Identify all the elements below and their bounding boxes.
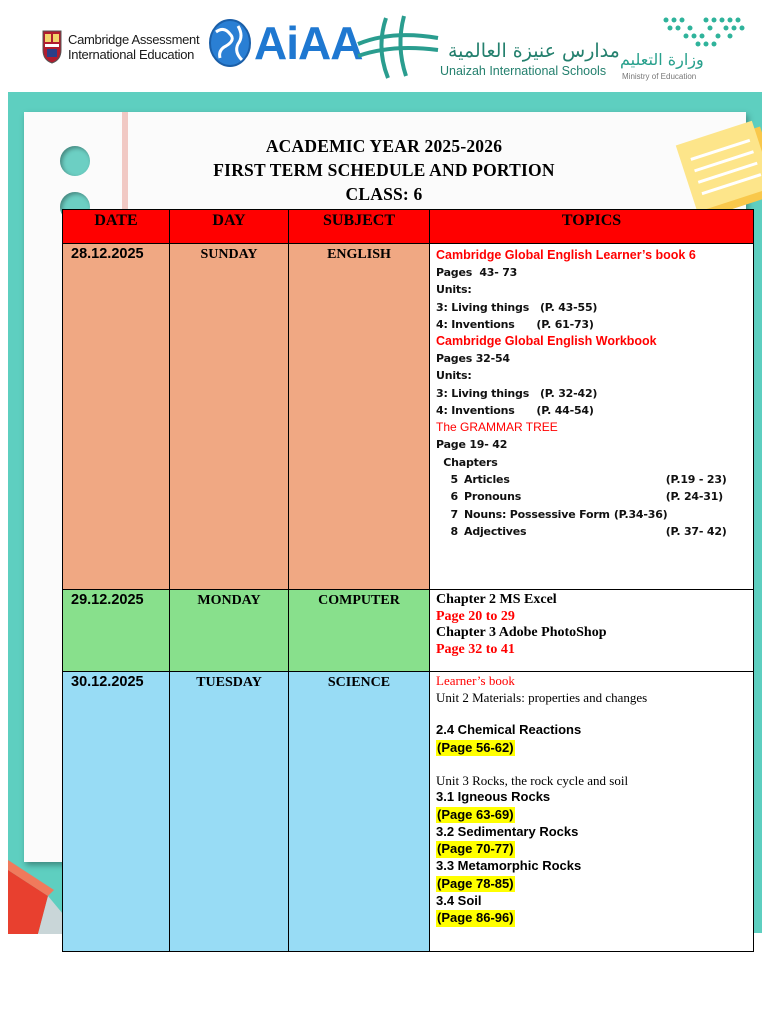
english-book2-unit3: 3: Living things (P. 32-42) <box>436 386 598 400</box>
science-date: 30.12.2025 <box>63 672 170 952</box>
science-topic-3-3-pages: (Page 78-85) <box>437 875 514 891</box>
header-date: DATE <box>63 210 170 244</box>
list-item <box>436 523 753 540</box>
title-class: CLASS: 6 <box>345 184 423 204</box>
aiaa-text: AiAA <box>254 17 363 69</box>
computer-subject: COMPUTER <box>289 590 430 672</box>
list-item <box>436 506 753 523</box>
chapter-pages: (P.34-36) <box>613 507 668 521</box>
science-topic-3-2-pages: (Page 70-77) <box>437 841 514 856</box>
science-book: Learner’s book <box>436 673 515 688</box>
chapter-pages: (P. 24-31) <box>604 490 723 504</box>
computer-chapter3: Chapter 3 Adobe PhotoShop <box>436 625 607 640</box>
chapter-pages: (P.19 - 23) <box>604 472 727 486</box>
table-header-row <box>63 210 754 244</box>
science-topic-2-4-pages: (Page 56-62) <box>437 739 514 755</box>
title-academic-year: ACADEMIC YEAR 2025-2026 <box>265 136 503 156</box>
logo-bar <box>0 0 768 92</box>
unaizah-schools-logo <box>352 14 620 80</box>
ministry-dots-icon <box>660 14 750 48</box>
science-topics <box>430 672 754 952</box>
computer-topics <box>430 590 754 672</box>
english-book1-pages: Pages 43- 73 <box>436 266 518 279</box>
computer-chapter3-pages: Page 32 to 41 <box>436 641 515 657</box>
english-book3-title: The GRAMMAR TREE <box>436 420 558 435</box>
chapter-name: Pronouns <box>464 490 522 504</box>
science-topic-3-4-pages: (Page 86-96) <box>437 910 514 925</box>
science-unit2: Unit 2 Materials: properties and changes <box>436 689 648 705</box>
list-item <box>436 471 753 488</box>
chapter-name: Articles <box>464 472 510 486</box>
unaizah-english-name: Unaizah International Schools <box>440 64 607 78</box>
computer-day: MONDAY <box>170 590 289 672</box>
english-book2-title: Cambridge Global English Workbook <box>436 334 657 349</box>
chapter-name: Nouns: Possessive Form <box>464 507 610 521</box>
english-book2-pages: Pages 32-54 <box>436 352 510 366</box>
ministry-english-name: Ministry of Education <box>622 72 697 81</box>
header-topics: TOPICS <box>430 210 754 244</box>
science-topic-2-4: 2.4 Chemical Reactions <box>436 722 582 737</box>
computer-date: 29.12.2025 <box>63 590 170 672</box>
list-item <box>436 488 753 505</box>
english-book2-units: Units: <box>436 369 472 383</box>
ministry-arabic-name: وزارة التعليم <box>620 50 704 69</box>
cambridge-line1: Cambridge Assessment <box>68 32 200 47</box>
science-subject: SCIENCE <box>289 672 430 952</box>
globe-icon <box>208 18 252 68</box>
science-topic-3-4: 3.4 Soil <box>436 892 482 908</box>
science-unit3: Unit 3 Rocks, the rock cycle and soil <box>436 772 629 788</box>
computer-chapter2: Chapter 2 MS Excel <box>436 592 557 607</box>
unaizah-emblem-icon <box>352 14 442 80</box>
aiaa-logo <box>208 18 362 68</box>
chapter-number: 5 <box>450 472 458 486</box>
unaizah-arabic-name: مدارس عنيزة العالمية <box>448 40 620 62</box>
header-subject: SUBJECT <box>289 210 430 244</box>
english-topics <box>430 244 754 590</box>
cambridge-line2: International Education <box>68 47 195 62</box>
table-row-science <box>63 672 754 952</box>
english-book1-title: Cambridge Global English Learner’s book 6 <box>436 248 696 262</box>
table-row-english <box>63 244 754 590</box>
english-subject: ENGLISH <box>289 244 430 590</box>
english-day: SUNDAY <box>170 244 289 590</box>
header-day: DAY <box>170 210 289 244</box>
science-topic-3-1-pages: (Page 63-69) <box>437 806 514 822</box>
english-book2-unit4: 4: Inventions (P. 44-54) <box>436 404 594 418</box>
ministry-logo <box>620 14 750 84</box>
science-topic-3-3: 3.3 Metamorphic Rocks <box>436 858 582 873</box>
computer-chapter2-pages: Page 20 to 29 <box>436 608 515 624</box>
cambridge-logo <box>42 30 199 64</box>
english-date: 28.12.2025 <box>63 244 170 590</box>
table-row-computer <box>63 590 754 672</box>
chapter-number: 8 <box>450 524 458 538</box>
science-day: TUESDAY <box>170 672 289 952</box>
chapter-number: 6 <box>450 490 458 504</box>
english-book1-unit3: 3: Living things (P. 43-55) <box>436 300 598 314</box>
chapter-name: Adjectives <box>464 524 527 538</box>
cambridge-shield-icon <box>42 30 62 64</box>
english-book1-units: Units: <box>436 283 472 297</box>
chapter-number: 7 <box>450 507 458 521</box>
english-book3-chapters: Chapters <box>436 455 498 469</box>
title-term-schedule: FIRST TERM SCHEDULE AND PORTION <box>213 160 555 180</box>
science-topic-3-2: 3.2 Sedimentary Rocks <box>436 823 579 839</box>
schedule-table <box>62 209 754 952</box>
english-book1-unit4: 4: Inventions (P. 61-73) <box>436 317 594 331</box>
english-book3-pages: Page 19- 42 <box>436 438 508 452</box>
page-title <box>0 134 768 206</box>
science-topic-3-1: 3.1 Igneous Rocks <box>436 789 551 804</box>
chapter-pages: (P. 37- 42) <box>604 524 727 538</box>
